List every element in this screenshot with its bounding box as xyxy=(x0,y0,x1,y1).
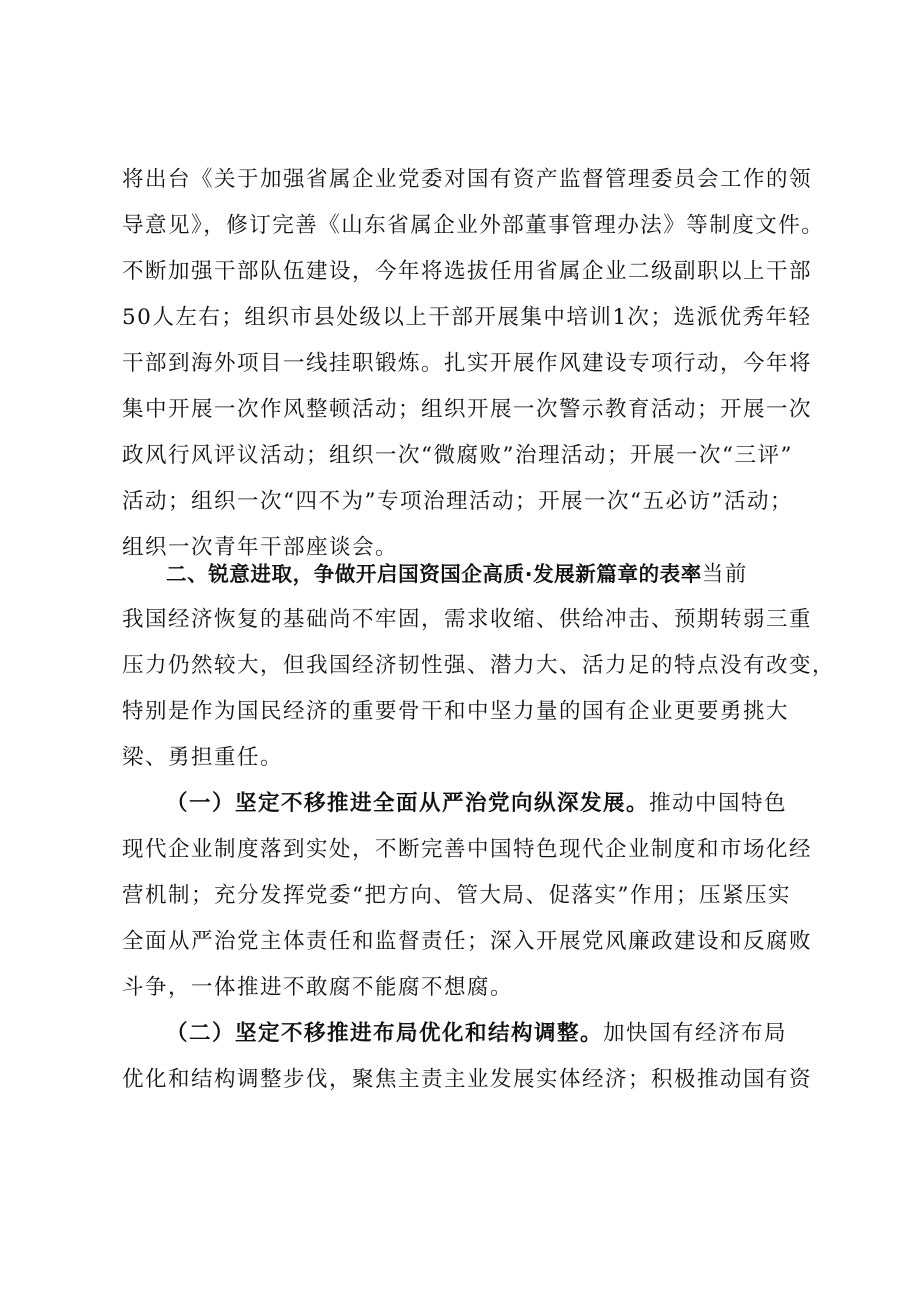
text-line: 营机制；充分发挥党委“把方向、管大局、促落实”作用；压紧压实 xyxy=(122,883,791,908)
text-line: 斗争，一体推进不敢腐不能腐不想腐。 xyxy=(122,975,514,1000)
subsection-heading: （一）坚定不移推进全面从严治党向纵深发展。 xyxy=(166,791,650,816)
text-line: 优化和结构调整步伐，聚焦主责主业发展实体经济；积极推动国有资 xyxy=(122,1067,813,1092)
text-line: 活动；组织一次“四不为”专项治理活动；开展一次“五必访”活动； xyxy=(122,489,793,514)
section-heading: 二、锐意进取，争做开启国资国企高质·发展新篇章的表率 xyxy=(166,562,702,586)
section-heading-continuation: 当前 xyxy=(701,562,748,587)
text-line: 干部到海外项目一线挂职锻炼。扎实开展作风建设专项行动，今年将 xyxy=(122,351,813,376)
text-line: 政风行风评议活动；组织一次“微腐败”治理活动；开展一次“三评” xyxy=(122,443,793,468)
text-line: 不断加强干部队伍建设，今年将选拔任用省属企业二级副职以上干部 xyxy=(122,259,813,284)
text-line: 组织一次青年干部座谈会。 xyxy=(122,535,399,560)
subsection-heading-line xyxy=(166,784,822,824)
text-line: 50人左右；组织市县处级以上干部开展集中培训1次；选派优秀年轻 xyxy=(122,305,812,330)
subsection-heading-continuation: 加快国有经济布局 xyxy=(603,1021,788,1046)
section-heading-line xyxy=(166,554,822,594)
text-line: 导意见》，修订完善《山东省属企业外部董事管理办法》等制度文件。 xyxy=(122,213,825,238)
text-line: 特别是作为国民经济的重要骨干和中坚力量的国有企业更要勇挑大 xyxy=(122,699,790,724)
text-line: 梁、勇担重任。 xyxy=(122,745,284,770)
subsection-heading: （二）坚定不移推进布局优化和结构调整。 xyxy=(166,1021,604,1046)
text-line: 现代企业制度落到实处，不断完善中国特色现代企业制度和市场化经 xyxy=(122,837,813,862)
text-line: 将出台《关于加强省属企业党委对国有资产监督管理委员会工作的领 xyxy=(122,167,813,192)
text-line: 我国经济恢复的基础尚不牢固，需求收缩、供给冲击、预期转弱三重 xyxy=(122,607,813,632)
subsection-heading-line xyxy=(166,1014,822,1054)
text-line: 集中开展一次作风整顿活动；组织开展一次警示教育活动；开展一次 xyxy=(122,397,813,422)
text-line: 压力仍然较大，但我国经济韧性强、潜力大、活力足的特点没有改变， xyxy=(122,653,836,678)
text-line: 全面从严治党主体责任和监督责任；深入开展党风廉政建设和反腐败 xyxy=(122,929,813,954)
subsection-heading-continuation: 推动中国特色 xyxy=(649,791,788,816)
